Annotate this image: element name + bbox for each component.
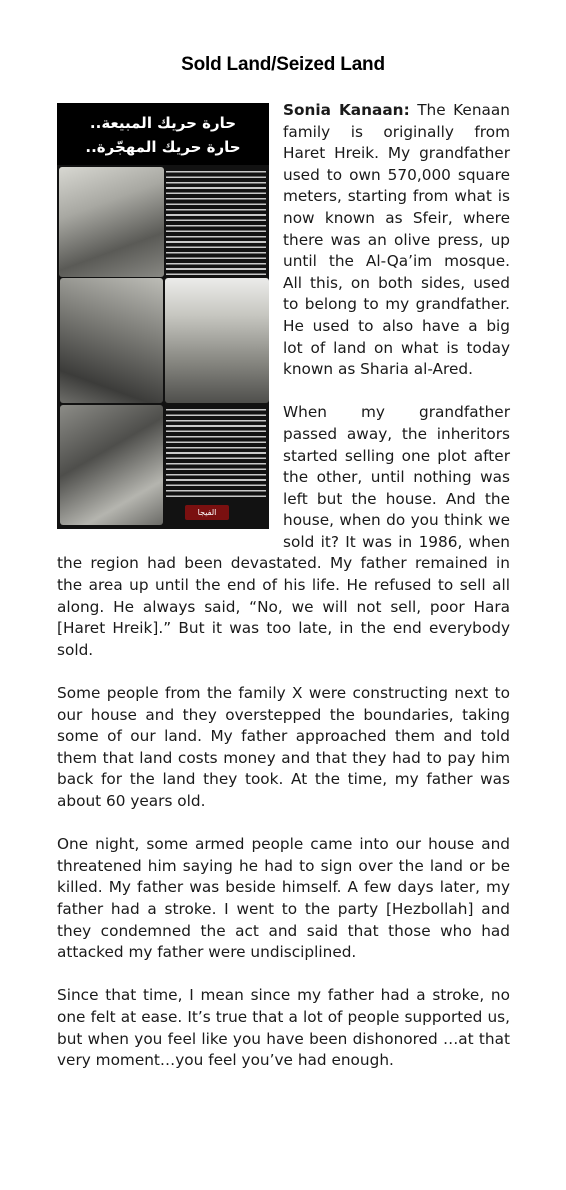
paragraph-1-body: The Kenaan family is originally from Haret Hreik. My grandfather used to own 570,000 square meters, starting from what is now known as Sfeir, where there was an olive press, up until the Al-Qa’im mosque. All this, on both sides, used to belong to my grandfather. He used to also have a big lot of land on what is today known as Sharia al-Ared. — [283, 101, 510, 379]
clipping-headline-line-2: حارة حريك المهجّرة.. — [85, 138, 241, 156]
article — [57, 100, 510, 1093]
clipping-photo-2 — [60, 278, 163, 403]
paragraph-5: Since that time, I mean since my father had a stroke, no one felt at ease. It’s true that a lot of people supported us, but when you feel like you have been dishonored …at that very moment…you feel you’ve had enough. — [57, 986, 510, 1070]
clipping-text-column-1 — [166, 171, 266, 277]
clipping-text-column-2 — [166, 409, 266, 499]
clipping-photo-4 — [60, 405, 163, 525]
newspaper-clipping-image — [57, 103, 269, 529]
paragraph-3: Some people from the family X were constructing next to our house and they overstepped the boundaries, taking some of our land. My father approached them and told them that land costs money and that they had to pay him back for the land they took. At the time, my father was about 60 years old. — [57, 684, 510, 810]
speaker-name: Sonia Kanaan — [283, 101, 404, 119]
clipping-headline — [57, 103, 269, 165]
paragraph-4: One night, some armed people came into our house and threatened him saying he had to sign over the land or be killed. My father was beside himself. A few days later, my father had a stroke. I went to the party [Hezbollah] and they condemned the act and said that those who had attacked my father were undisciplined. — [57, 835, 510, 962]
clipping-headline-line-1: حارة حريك المبيعة.. — [89, 114, 237, 132]
paragraph-2: When my grandfather passed away, the inheritors started selling one plot after the other, until nothing was left but the house. And the house, when do you think we sold it? It was in 1986, when the region had been devastated. My father remained in the area up until the end of his life. He refused to sell all along. He always said, “No, we will not sell, poor Hara [Haret Hreik].” But it was too late, in the end everybody sold. — [57, 403, 510, 659]
clipping-photo-3 — [165, 278, 269, 403]
page-title: Sold Land/Seized Land — [181, 54, 385, 75]
clipping-photo-1 — [59, 167, 164, 277]
speaker-separator: : — [403, 101, 410, 119]
clipping-logo-badge: الفيجا — [185, 505, 229, 520]
